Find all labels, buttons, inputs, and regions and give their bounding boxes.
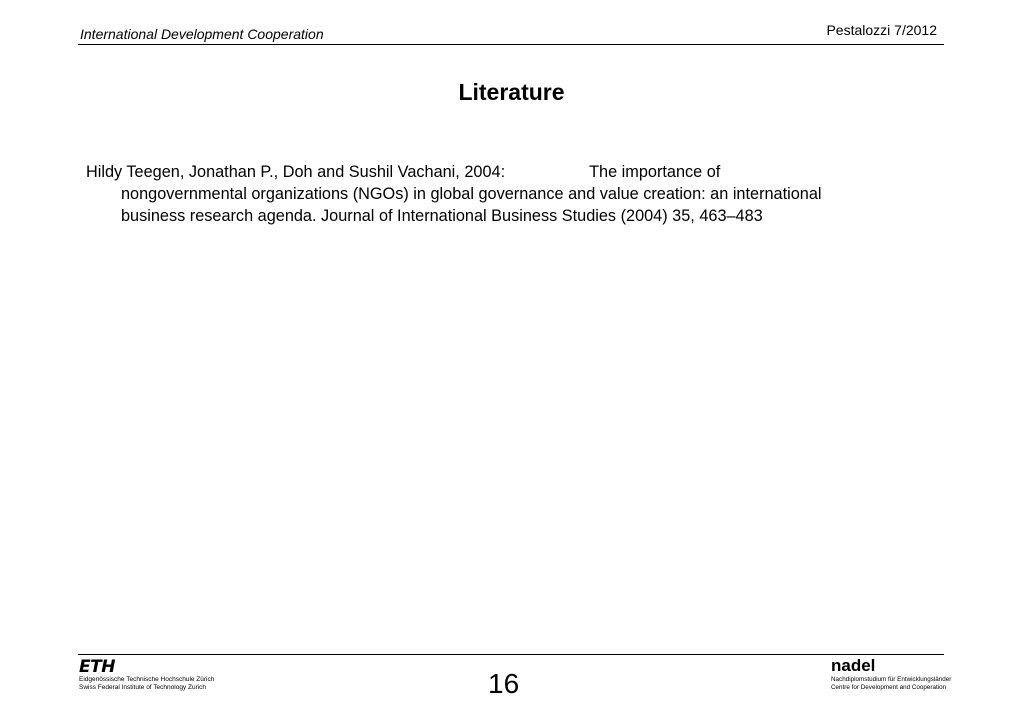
- eth-logo: [79, 658, 239, 692]
- eth-logo-line-1: Eidgenössische Technische Hochschule Zürich: [79, 676, 215, 683]
- reference-title-start: The importance of: [589, 163, 721, 181]
- nadel-logo-line-1: Nachdiplomstudium für Entwicklungsländer: [831, 676, 952, 683]
- header-divider: [78, 44, 944, 45]
- header-title: International Development Cooperation: [80, 26, 324, 42]
- reference-line-1: [86, 161, 926, 183]
- nadel-logo-line-2: Centre for Development and Cooperation: [831, 684, 947, 691]
- reference-line-2: nongovernmental organizations (NGOs) in global governance and value creation: an international: [121, 185, 822, 203]
- reference-authors: Hildy Teegen, Jonathan P., Doh and Sushil Vachani, 2004:: [86, 163, 506, 181]
- footer-divider: [78, 654, 944, 655]
- header-course: Pestalozzi 7/2012: [826, 22, 937, 38]
- reference-line-3: business research agenda. Journal of International Business Studies (2004) 35, 463–483: [121, 207, 763, 225]
- eth-logo-mark: ETH: [79, 657, 115, 677]
- nadel-logo-mark: nadel: [831, 656, 876, 675]
- nadel-logo: [831, 656, 981, 692]
- slide-title: Literature: [458, 79, 565, 105]
- eth-logo-line-2: Swiss Federal Institute of Technology Zurich: [79, 684, 207, 691]
- literature-reference: [86, 161, 926, 227]
- page-number: 16: [488, 668, 520, 699]
